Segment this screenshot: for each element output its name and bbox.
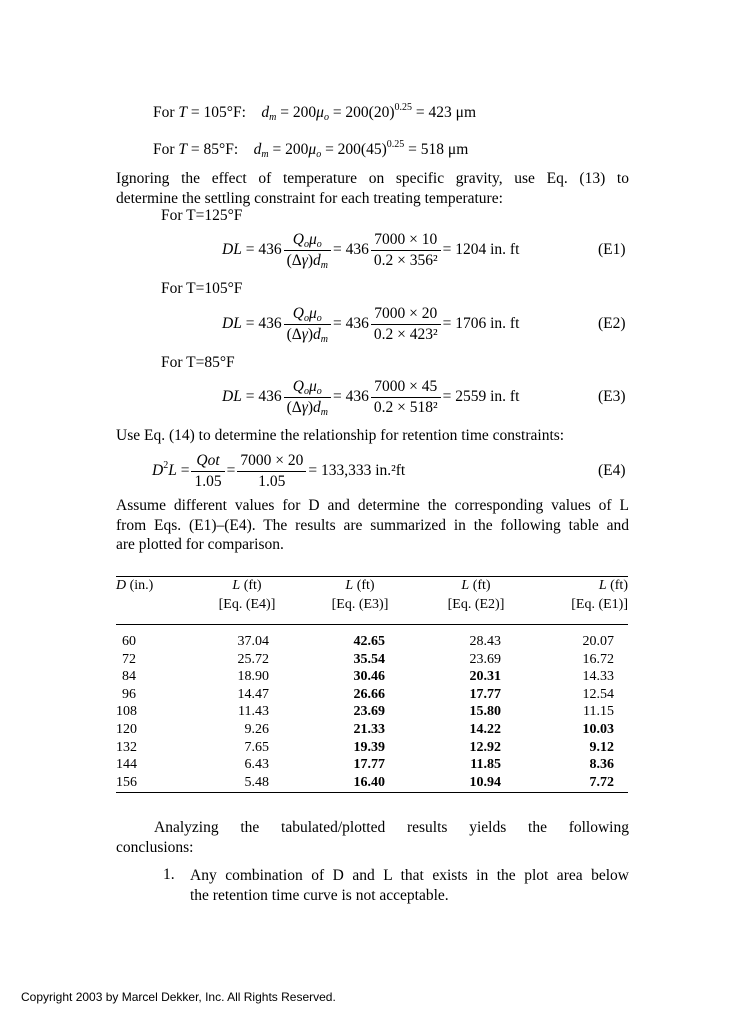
cell-length: 28.43 [469,634,501,649]
table-row [116,686,628,704]
cell-diameter: 96 [122,686,136,702]
cell-length: 23.69 [353,704,385,720]
table-row [116,651,628,669]
settling-equation-e3: DL = 436 $\frac{Q_o\mu_o}{(\Delta\gamma)d_m}$ = 436 $\frac{7000 \times 45}{\text{0.2 × 518²}}$ = 2559 in. ft [222,377,520,418]
assume-line-2: from Eqs. (E1)–(E4). The results are summarized in the following table and [116,516,629,534]
retention-intro: Use Eq. (14) to determine the relationship for retention time constraints: [116,427,565,444]
settling-label-e2: For T=105°F [161,280,243,297]
assume-line-3: are plotted for comparison. [116,536,284,553]
settling-coef-e3: 436 [345,388,369,405]
cell-length: 20.31 [469,669,501,685]
cell-diameter: 60 [122,634,136,649]
intro-line-1: Ignoring the effect of temperature on specific gravity, use Eq. (13) to [116,170,629,187]
table-header-rule [116,624,628,625]
cell-length: 10.03 [582,721,614,737]
assume-paragraph [116,496,629,555]
settling-num-e1: 7000 × 10 [371,230,441,251]
table-row [116,668,628,686]
cell-length: 16.40 [353,774,385,790]
header-e4: L (ft) [Eq. (E4)] [218,578,276,612]
intro-paragraph [116,169,629,208]
analysis-paragraph [116,818,629,857]
cell-length: 17.77 [469,686,501,702]
cell-diameter: 84 [122,669,136,685]
retention-result: = 133,333 in.²ft [308,462,406,479]
table-row [116,756,628,774]
cell-length: 5.48 [244,774,269,790]
cell-length: 10.94 [469,774,501,790]
cell-length: 7.72 [589,774,614,790]
cell-length: 18.90 [237,669,269,685]
cell-length: 11.15 [583,704,614,720]
cell-length: 37.04 [237,634,269,649]
header-e2: L (ft) [Eq. (E2)] [447,578,505,612]
cell-length: 12.92 [469,739,501,755]
equation-tag-e2: (E2) [598,315,626,332]
table-row [116,703,628,721]
cell-length: 26.66 [353,686,385,702]
cell-length: 23.69 [469,651,501,667]
cell-length: 7.65 [244,739,269,755]
conclusion-number-1: 1. [163,866,175,883]
settling-result-e3: = 2559 in. ft [442,388,520,405]
cell-diameter: 120 [116,721,137,737]
settling-den-e3: 0.2 × 518² [373,398,438,416]
retention-equation-e4: $D^2L$ = $\frac{\text{Qot}}{1.05}$ = $\frac{7000 \times 20}{1.05}$ = 133,333 in.²ft [152,451,406,490]
results-table [116,577,628,791]
settling-den-e1: 0.2 × 356² [373,251,438,269]
settling-result-e2: = 1706 in. ft [442,315,520,332]
cell-length: 14.33 [582,669,614,685]
cell-diameter: 144 [116,757,137,773]
settling-num-e3: 7000 × 45 [371,377,441,398]
header-e3: L (ft) [Eq. (E3)] [331,578,389,612]
settling-coef-e1: 436 [345,241,369,258]
retention-den-1: 1.05 [194,472,222,490]
table-row [116,633,628,651]
cell-length: 20.07 [582,634,614,649]
cell-length: 42.65 [353,634,385,649]
equation-tag-e4: (E4) [598,462,626,479]
conclusion-line-1: Any combination of D and L that exists in the plot area below [190,867,629,884]
cell-diameter: 132 [116,739,137,755]
cell-length: 17.77 [353,757,385,773]
settling-equation-e2: DL = 436 $\frac{Q_o\mu_o}{(\Delta\gamma)d_m}$ = 436 $\frac{7000 \times 20}{\text{0.2 × 423²}}$ = 1706 in. ft [222,304,520,345]
table-body [116,633,628,791]
cell-length: 25.72 [237,651,269,667]
retention-den-2: 1.05 [258,472,286,490]
cell-length: 8.36 [589,757,614,773]
analysis-line-2: conclusions: [116,838,194,856]
retention-num-1: Qot [191,451,224,472]
table-row [116,721,628,739]
settling-label-e3: For T=85°F [161,354,235,371]
dm-calc-105: For T = 105°F: $d_m = 200\mu_o = 200(20)^{0.25} = 423$ μm [153,102,476,123]
intro-line-2: determine the settling constraint for each treating temperature: [116,189,503,207]
settling-label-e1: For T=125°F [161,207,243,224]
settling-equation-e1: DL = 436 $\frac{Q_o\mu_o}{(\Delta\gamma)d_m}$ = 436 $\frac{7000 \times 10}{\text{0.2 × 356²}}$ = 1204 in. ft [222,230,520,271]
cell-length: 12.54 [582,686,614,702]
assume-line-1: Assume different values for D and determine the corresponding values of L [116,497,629,514]
cell-diameter: 108 [116,704,137,720]
conclusion-item-1 [190,866,629,905]
cell-length: 6.43 [244,757,269,773]
cell-length: 15.80 [469,704,501,720]
header-d: D (in.) [116,578,154,593]
cell-length: 19.39 [353,739,385,755]
analysis-line-1: Analyzing the tabulated/plotted results yields the following [154,819,629,836]
cell-length: 30.46 [353,669,385,685]
table-bottom-rule [116,792,628,793]
conclusion-line-2: the retention time curve is not acceptable. [190,886,449,904]
settling-num-e2: 7000 × 20 [371,304,441,325]
equation-tag-e1: (E1) [598,241,626,258]
cell-length: 21.33 [353,721,385,737]
cell-length: 11.43 [238,704,269,720]
cell-length: 16.72 [582,651,614,667]
cell-length: 9.12 [589,739,614,755]
cell-length: 35.54 [353,651,385,667]
cell-length: 11.85 [470,757,501,773]
settling-den-e2: 0.2 × 423² [373,325,438,343]
equation-tag-e3: (E3) [598,388,626,405]
settling-result-e1: = 1204 in. ft [442,241,520,258]
cell-diameter: 156 [116,774,137,790]
settling-coef-e2: 436 [345,315,369,332]
cell-length: 14.47 [237,686,269,702]
dm-calc-85: For T = 85°F: $d_m = 200\mu_o = 200(45)^{0.25} = 518$ μm [153,139,469,160]
table-row [116,739,628,757]
cell-length: 9.26 [244,721,269,737]
header-e1: L (ft) [Eq. (E1)] [571,578,628,612]
copyright-notice: Copyright 2003 by Marcel Dekker, Inc. All Rights Reserved. [21,990,336,1004]
cell-length: 14.22 [469,721,501,737]
table-row [116,774,628,792]
retention-num-2: 7000 × 20 [237,451,306,472]
cell-diameter: 72 [122,651,136,667]
